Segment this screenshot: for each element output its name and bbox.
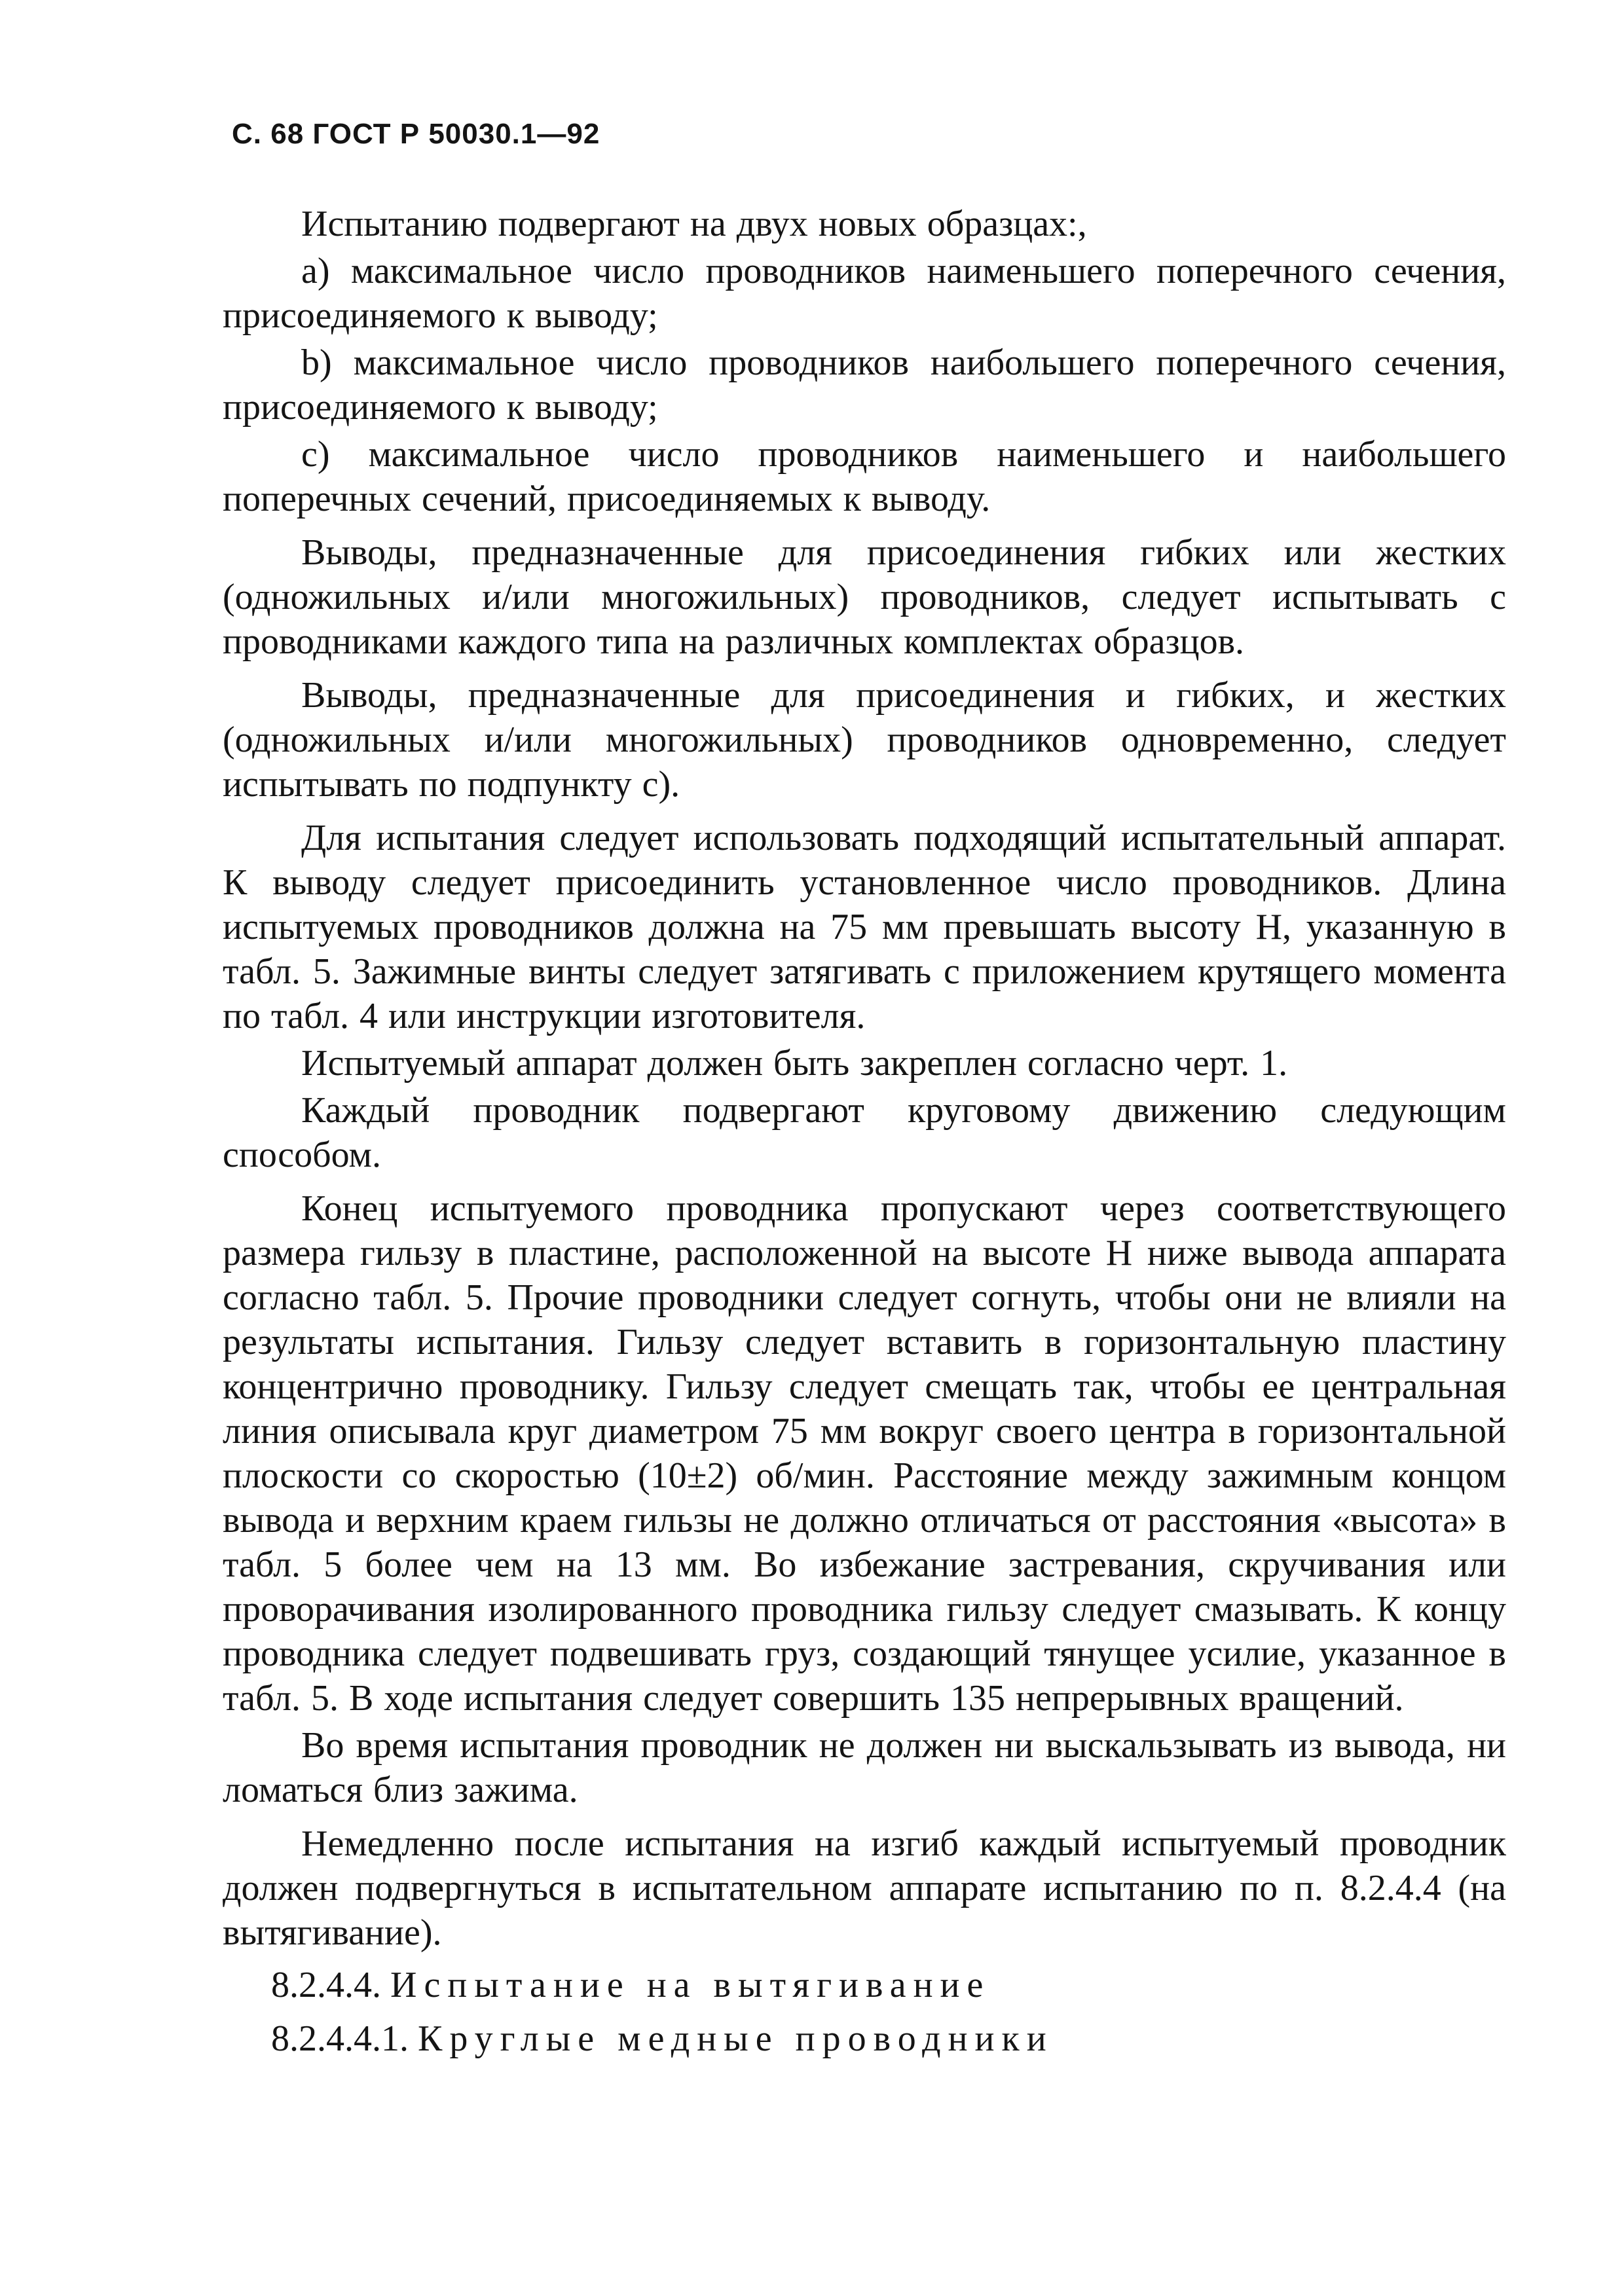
subsection-heading-copper-conductors: [223, 2015, 1506, 2062]
paragraph-fixing: Испытуемый аппарат должен быть закреплен согласно черт. 1.: [301, 1043, 1288, 1084]
paragraph-intro: Испытанию подвергают на двух новых образцах:,: [301, 204, 1087, 244]
paragraph-item-a: а) максимальное число проводников наименьшего поперечного сечения, присоединяемого к выводу;: [223, 251, 1506, 336]
paragraph-circular-motion: Каждый проводник подвергают круговому движению следующим способом.: [223, 1090, 1506, 1175]
paragraph-test-apparatus: Для испытания следует использовать подходящий испытательный аппарат. К выводу следует присоединить установленное число проводников. Длина испытуемых проводников должна на 75 мм превышать высоту H, указанную в табл. 5. Зажимные винты следует затягивать с приложением крутящего момента по табл. 4 или инструкции изготовителя.: [223, 818, 1506, 1036]
section-title: Испытание на вытягивание: [390, 1965, 991, 2005]
paragraph-requirement: Во время испытания проводник не должен ни выскальзывать из вывода, ни ломаться близ зажима.: [223, 1725, 1506, 1810]
document-page: [223, 118, 1506, 2064]
subsection-title: Круглые медные проводники: [418, 2018, 1054, 2059]
paragraph-item-c: с) максимальное число проводников наименьшего и наибольшего поперечных сечений, присоединяемых к выводу.: [223, 434, 1506, 519]
paragraph-procedure: Конец испытуемого проводника пропускают через соответствующего размера гильзу в пластине, расположенной на высоте H ниже вывода аппарата согласно табл. 5. Прочие проводники следует согнуть, чтобы они не влияли на результаты испытания. Гильзу следует вставить в горизонтальную пластину концентрично проводнику. Гильзу следует смещать так, чтобы ее центральная линия описывала круг диаметром 75 мм вокруг своего центра в горизонтальной плоскости со скоростью (10±2) об/мин. Расстояние между зажимным концом вывода и верхним краем гильзы не должно отличаться от расстояния «высота» в табл. 5 более чем на 13 мм. Во избежание застревания, скручивания или проворачивания изолированного проводника гильзу следует смазывать. К концу проводника следует подвешивать груз, создающий тянущее усилие, указанное в табл. 5. В ходе испытания следует совершить 135 непрерывных вращений.: [223, 1188, 1506, 1719]
paragraph-both-types: Выводы, предназначенные для присоединения и гибких, и жестких (одножильных и/или многожильных) проводников одновременно, следует испытывать по подпункту с).: [223, 675, 1506, 805]
page-header: С. 68 ГОСТ Р 50030.1—92: [232, 118, 600, 150]
section-number: 8.2.4.4.: [271, 1965, 381, 2005]
paragraph-item-b: b) максимальное число проводников наибольшего поперечного сечения, присоединяемого к выводу;: [223, 342, 1506, 428]
subsection-number: 8.2.4.4.1.: [271, 2018, 409, 2059]
section-heading-pull-test: [223, 1961, 1506, 2009]
paragraph-flexible-rigid: Выводы, предназначенные для присоединения гибких или жестких (одножильных и/или многожильных) проводников, следует испытывать с проводниками каждого типа на различных комплектах образцов.: [223, 532, 1506, 662]
paragraph-pull-test-ref: Немедленно после испытания на изгиб каждый испытуемый проводник должен подвергнуться в испытательном аппарате испытанию по п. 8.2.4.4 (на вытягивание).: [223, 1823, 1506, 1953]
